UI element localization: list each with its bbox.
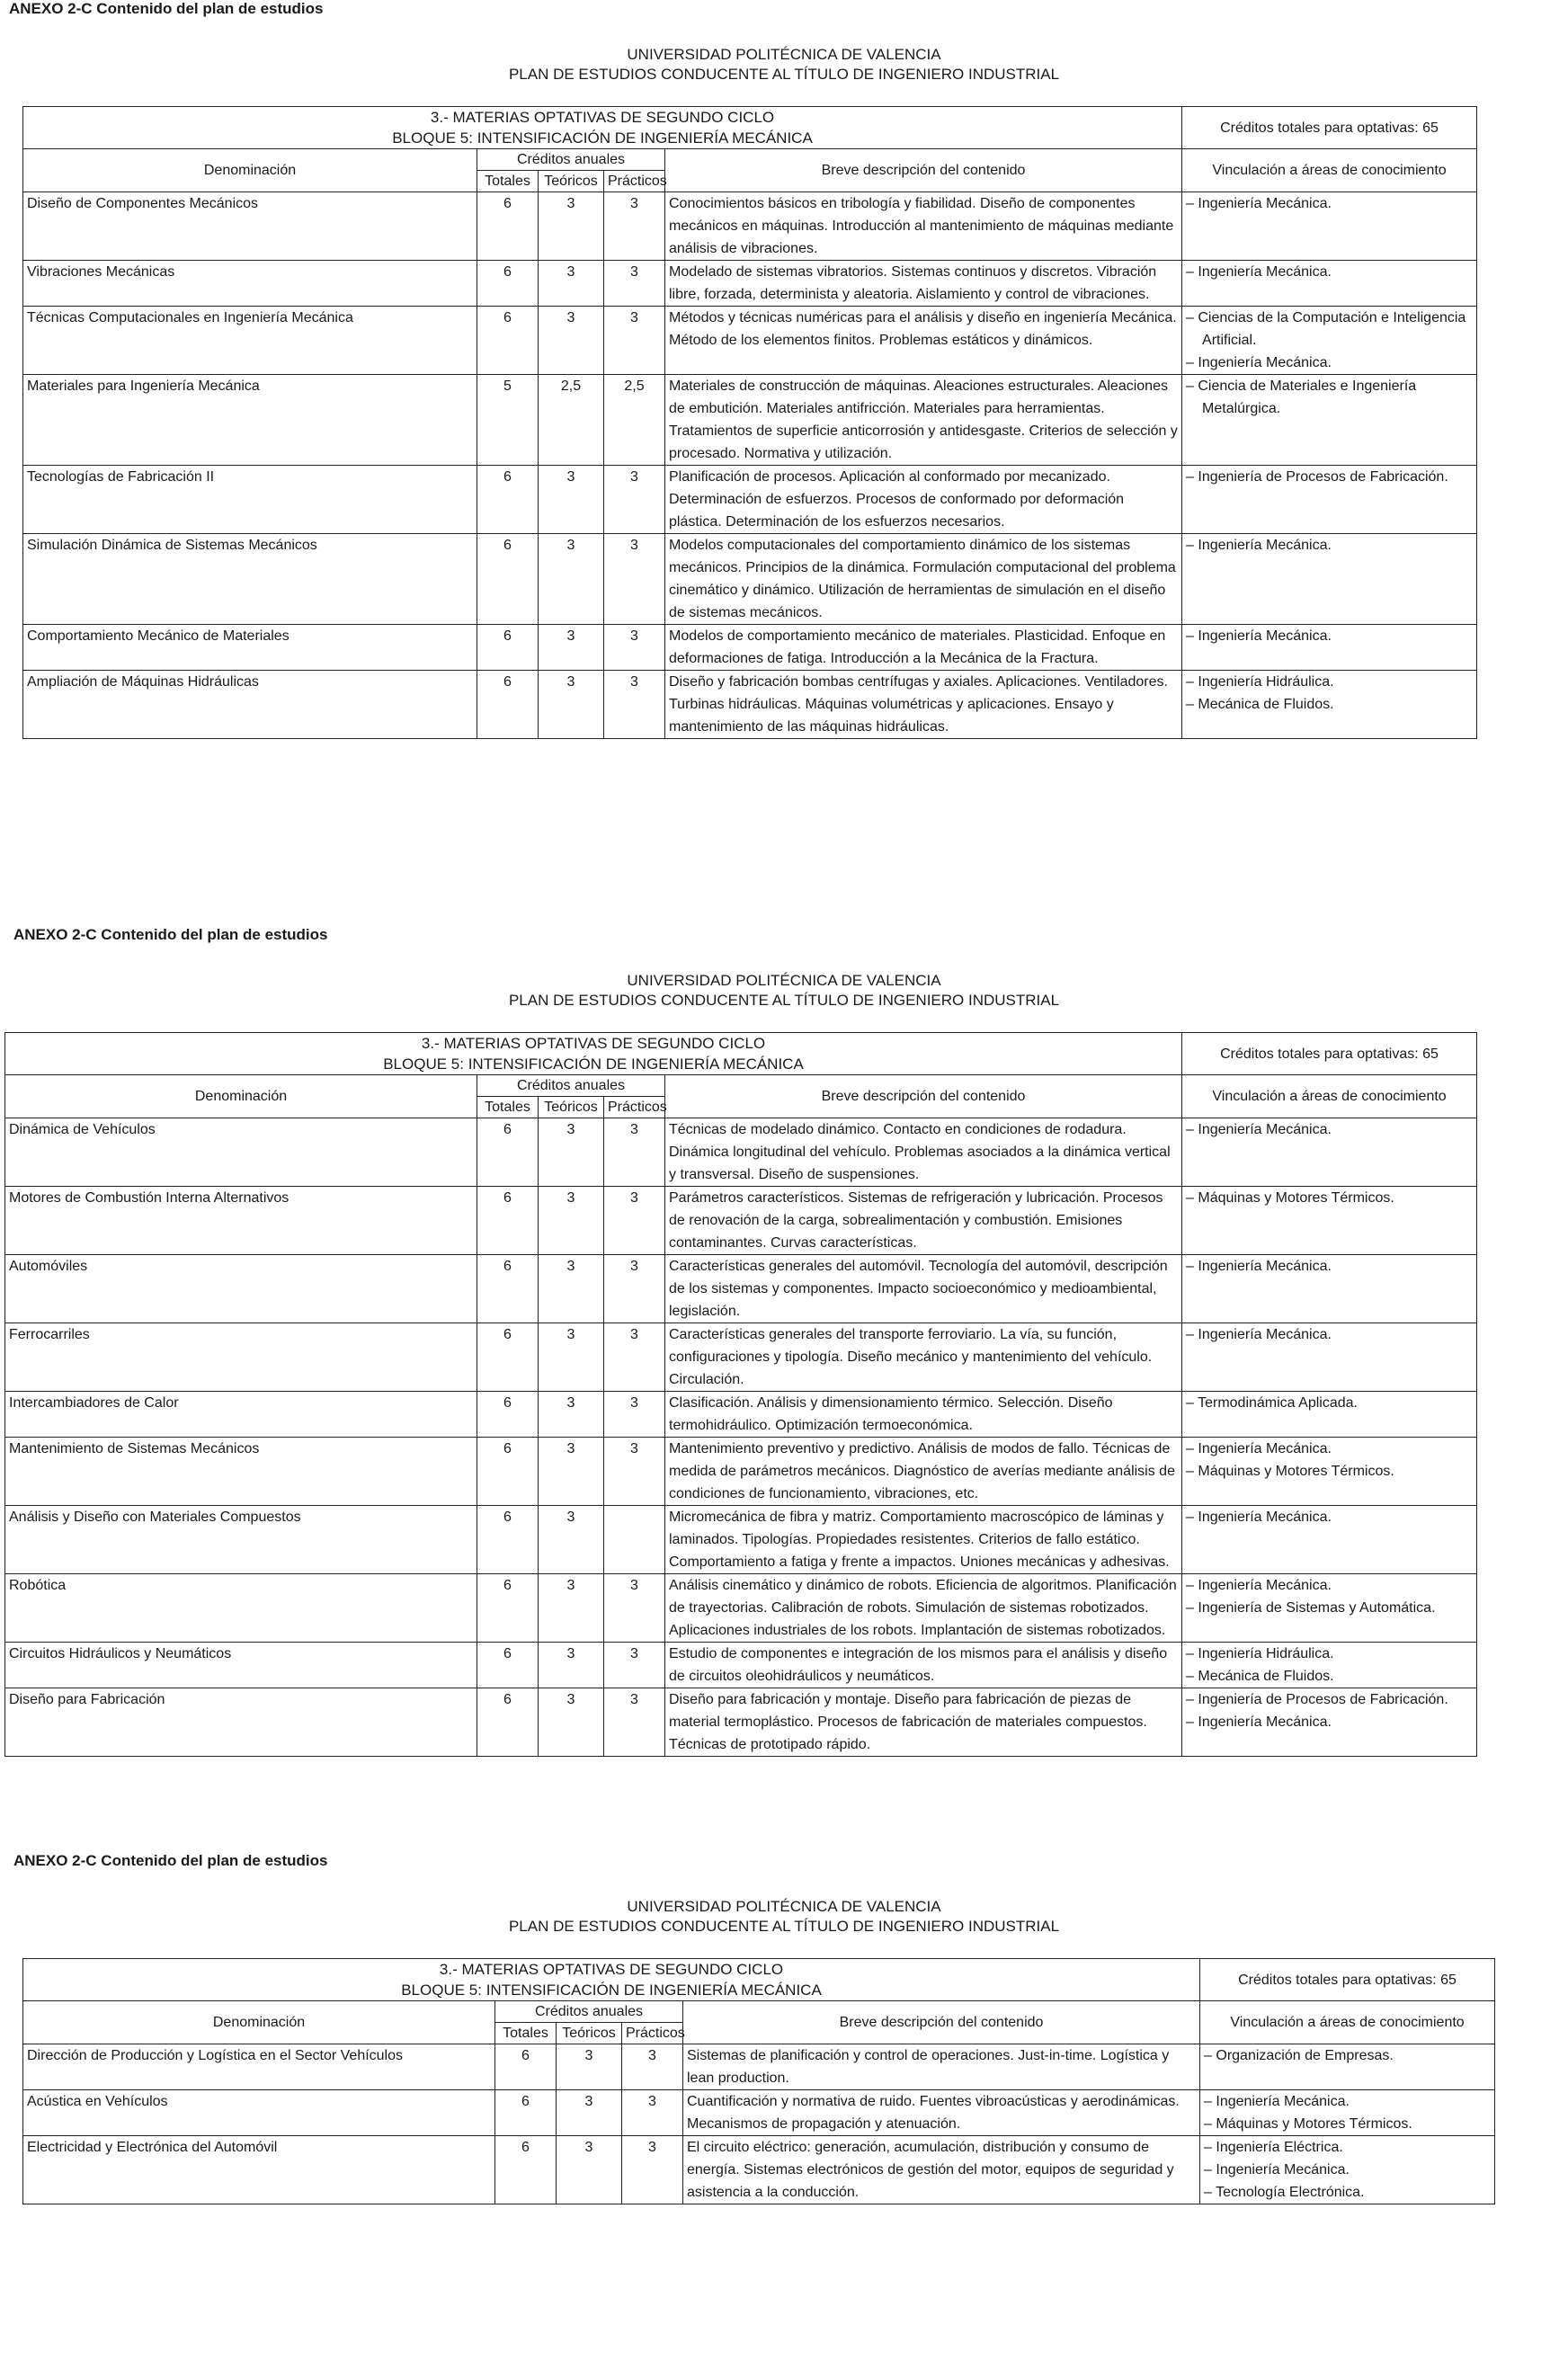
credits-total: 6 <box>477 1323 539 1392</box>
col-header-areas: Vinculación a áreas de conocimiento <box>1182 1075 1477 1118</box>
col-header-theory: Teóricos <box>539 1097 604 1118</box>
knowledge-area-list <box>1186 534 1473 557</box>
table-row <box>5 1688 1477 1757</box>
credits-theory: 3 <box>539 1574 604 1643</box>
credits-total: 6 <box>477 192 539 261</box>
credits-theory: 3 <box>539 1255 604 1323</box>
plan-title: PLAN DE ESTUDIOS CONDUCENTE AL TÍTULO DE INGENIERO INDUSTRIAL <box>508 1918 1060 1935</box>
credits-total: 6 <box>495 2090 557 2136</box>
table-row <box>5 1438 1477 1506</box>
subjects-table <box>22 1958 1495 2204</box>
subject-group-title: 3.- MATERIAS OPTATIVAS DE SEGUNDO CICLO <box>421 1035 766 1052</box>
subject-name: Dirección de Producción y Logística en el Sector Vehículos <box>23 2044 495 2090</box>
credits-practice: 3 <box>604 261 665 307</box>
total-credits-label: Créditos totales para optativas: 65 <box>1182 107 1477 149</box>
subject-name: Comportamiento Mecánico de Materiales <box>23 625 477 671</box>
credits-theory: 3 <box>539 534 604 625</box>
col-header-description: Breve descripción del contenido <box>665 1075 1182 1118</box>
knowledge-area: – Ingeniería Mecánica. <box>1186 1711 1473 1733</box>
table-row <box>23 375 1477 466</box>
knowledge-area-list <box>1186 192 1473 215</box>
subjects-table <box>4 1032 1477 1757</box>
credits-practice: 3 <box>604 1438 665 1506</box>
knowledge-area-list <box>1204 2044 1491 2067</box>
total-credits-label: Créditos totales para optativas: 65 <box>1182 1033 1477 1075</box>
credits-practice: 3 <box>622 2090 683 2136</box>
credits-theory: 3 <box>539 1688 604 1757</box>
knowledge-area-list <box>1186 1643 1473 1688</box>
col-header-name: Denominación <box>23 149 477 192</box>
credits-total: 6 <box>477 466 539 534</box>
knowledge-area: – Ingeniería Eléctrica. <box>1204 2136 1491 2159</box>
credits-practice: 3 <box>622 2136 683 2204</box>
col-header-description: Breve descripción del contenido <box>683 2001 1200 2044</box>
knowledge-areas <box>1182 1643 1477 1688</box>
annex-heading: ANEXO 2-C Contenido del plan de estudios <box>13 926 328 943</box>
knowledge-areas <box>1182 466 1477 534</box>
credits-theory: 3 <box>539 192 604 261</box>
subject-description: Diseño y fabricación bombas centrífugas y axiales. Aplicaciones. Ventiladores. Turbinas hidráulicas. Máquinas volumétricas y aplicaciones. Ensayo y mantenimiento de las máquinas hidráulicas. <box>665 671 1182 739</box>
knowledge-areas <box>1182 625 1477 671</box>
knowledge-area-list <box>1186 1438 1473 1483</box>
knowledge-areas <box>1182 1255 1477 1323</box>
credits-total: 6 <box>477 625 539 671</box>
col-header-practice: Prácticos <box>604 1097 665 1118</box>
credits-total: 6 <box>477 261 539 307</box>
knowledge-area: – Ingeniería Mecánica. <box>1186 1438 1473 1460</box>
table-row <box>5 1643 1477 1688</box>
knowledge-areas <box>1200 2090 1495 2136</box>
knowledge-area: – Máquinas y Motores Térmicos. <box>1186 1460 1473 1483</box>
table-row <box>23 2090 1495 2136</box>
plan-title: PLAN DE ESTUDIOS CONDUCENTE AL TÍTULO DE INGENIERO INDUSTRIAL <box>508 66 1060 83</box>
knowledge-area: – Ingeniería Mecánica. <box>1186 534 1473 557</box>
knowledge-area: – Máquinas y Motores Térmicos. <box>1204 2113 1491 2135</box>
col-header-total: Totales <box>495 2023 557 2044</box>
knowledge-area-list <box>1204 2090 1491 2135</box>
credits-theory: 2,5 <box>539 375 604 466</box>
knowledge-area: – Ingeniería de Procesos de Fabricación. <box>1186 466 1473 488</box>
knowledge-area-list <box>1186 261 1473 283</box>
knowledge-areas <box>1182 1323 1477 1392</box>
subject-name: Diseño de Componentes Mecánicos <box>23 192 477 261</box>
block-title: BLOQUE 5: INTENSIFICACIÓN DE INGENIERÍA MECÁNICA <box>392 129 813 147</box>
table-row <box>5 1255 1477 1323</box>
annex-heading: ANEXO 2-C Contenido del plan de estudios <box>9 0 324 17</box>
knowledge-area-list <box>1186 1187 1473 1209</box>
credits-total: 6 <box>477 1118 539 1187</box>
credits-practice: 3 <box>604 1688 665 1757</box>
credits-practice: 3 <box>604 671 665 739</box>
table-row <box>23 261 1477 307</box>
subject-description: Características generales del automóvil. Tecnología del automóvil, descripción de los sistemas y componentes. Impacto socioeconómico y medioambiental, legislación. <box>665 1255 1182 1323</box>
knowledge-area: – Ingeniería Mecánica. <box>1186 1118 1473 1141</box>
subject-name: Vibraciones Mecánicas <box>23 261 477 307</box>
table-row <box>5 1574 1477 1643</box>
subject-name: Dinámica de Vehículos <box>5 1118 477 1187</box>
knowledge-areas <box>1182 1392 1477 1438</box>
subject-description: Modelos de comportamiento mecánico de materiales. Plasticidad. Enfoque en deformaciones de fatiga. Introducción a la Mecánica de la Fractura. <box>665 625 1182 671</box>
subject-name: Motores de Combustión Interna Alternativos <box>5 1187 477 1255</box>
table-row <box>5 1323 1477 1392</box>
subject-description: Sistemas de planificación y control de operaciones. Just-in-time. Logística y lean production. <box>683 2044 1200 2090</box>
university-name: UNIVERSIDAD POLITÉCNICA DE VALENCIA <box>627 972 941 989</box>
knowledge-areas <box>1182 307 1477 375</box>
table-row <box>23 625 1477 671</box>
knowledge-area: – Ingeniería de Sistemas y Automática. <box>1186 1597 1473 1619</box>
credits-theory: 3 <box>557 2136 622 2204</box>
subject-name: Intercambiadores de Calor <box>5 1392 477 1438</box>
credits-total: 6 <box>477 1643 539 1688</box>
credits-total: 6 <box>495 2044 557 2090</box>
credits-theory: 3 <box>557 2090 622 2136</box>
knowledge-area: – Mecánica de Fluidos. <box>1186 693 1473 716</box>
credits-practice: 3 <box>604 1187 665 1255</box>
credits-theory: 3 <box>539 261 604 307</box>
credits-practice: 3 <box>604 1392 665 1438</box>
subject-name: Ampliación de Máquinas Hidráulicas <box>23 671 477 739</box>
knowledge-area: – Ingeniería Mecánica. <box>1186 352 1473 374</box>
subject-name: Mantenimiento de Sistemas Mecánicos <box>5 1438 477 1506</box>
knowledge-area: – Ingeniería Mecánica. <box>1186 1323 1473 1346</box>
knowledge-area: – Ciencia de Materiales e Ingeniería Metalúrgica. <box>1186 375 1473 420</box>
col-header-theory: Teóricos <box>539 171 604 192</box>
knowledge-area-list <box>1186 307 1473 374</box>
table-row <box>5 1392 1477 1438</box>
document-header <box>0 1897 1568 1937</box>
credits-theory: 3 <box>539 671 604 739</box>
subject-group-title: 3.- MATERIAS OPTATIVAS DE SEGUNDO CICLO <box>439 1961 784 1978</box>
subject-description: Cuantificación y normativa de ruido. Fuentes vibroacústicas y aerodinámicas. Mecanismos de propagación y atenuación. <box>683 2090 1200 2136</box>
knowledge-area: – Máquinas y Motores Térmicos. <box>1186 1187 1473 1209</box>
total-credits-label: Créditos totales para optativas: 65 <box>1200 1959 1495 2001</box>
col-header-total: Totales <box>477 1097 539 1118</box>
knowledge-area-list <box>1186 625 1473 647</box>
knowledge-area: – Termodinámica Aplicada. <box>1186 1392 1473 1414</box>
credits-total: 6 <box>477 671 539 739</box>
knowledge-areas <box>1200 2044 1495 2090</box>
col-header-areas: Vinculación a áreas de conocimiento <box>1200 2001 1495 2044</box>
credits-total: 6 <box>477 1187 539 1255</box>
subject-description: Estudio de componentes e integración de los mismos para el análisis y diseño de circuitos oleohidráulicos y neumáticos. <box>665 1643 1182 1688</box>
knowledge-areas <box>1182 1688 1477 1757</box>
col-header-name: Denominación <box>23 2001 495 2044</box>
knowledge-areas <box>1182 1574 1477 1643</box>
knowledge-area: – Ingeniería Mecánica. <box>1204 2090 1491 2113</box>
col-header-credits: Créditos anuales <box>477 1075 665 1097</box>
subject-group-title: 3.- MATERIAS OPTATIVAS DE SEGUNDO CICLO <box>430 109 775 126</box>
knowledge-areas <box>1200 2136 1495 2204</box>
credits-total: 6 <box>477 534 539 625</box>
knowledge-area: – Ingeniería Mecánica. <box>1186 1574 1473 1597</box>
document-header <box>0 971 1568 1011</box>
subject-name: Acústica en Vehículos <box>23 2090 495 2136</box>
col-header-name: Denominación <box>5 1075 477 1118</box>
col-header-practice: Prácticos <box>604 171 665 192</box>
credits-total: 5 <box>477 375 539 466</box>
col-header-areas: Vinculación a áreas de conocimiento <box>1182 149 1477 192</box>
credits-theory: 3 <box>539 307 604 375</box>
credits-theory: 3 <box>539 1643 604 1688</box>
credits-total: 6 <box>495 2136 557 2204</box>
credits-theory: 3 <box>539 625 604 671</box>
subject-description: Modelos computacionales del comportamiento dinámico de los sistemas mecánicos. Principios de la dinámica. Formulación computacional del problema cinemático y dinámico. Utilización de herramientas de simulación en el diseño de sistemas mecánicos. <box>665 534 1182 625</box>
knowledge-area: – Ingeniería Hidráulica. <box>1186 671 1473 693</box>
knowledge-areas <box>1182 261 1477 307</box>
knowledge-area: – Organización de Empresas. <box>1204 2044 1491 2067</box>
knowledge-area-list <box>1186 1255 1473 1278</box>
knowledge-area: – Ingeniería Mecánica. <box>1204 2159 1491 2181</box>
credits-theory: 3 <box>539 1187 604 1255</box>
knowledge-areas <box>1182 1118 1477 1187</box>
credits-total: 6 <box>477 1506 539 1574</box>
credits-practice: 3 <box>604 534 665 625</box>
credits-total: 6 <box>477 1574 539 1643</box>
col-header-total: Totales <box>477 171 539 192</box>
table-row <box>5 1506 1477 1574</box>
knowledge-area-list <box>1186 466 1473 488</box>
col-header-description: Breve descripción del contenido <box>665 149 1182 192</box>
knowledge-area: – Ingeniería Mecánica. <box>1186 192 1473 215</box>
subject-name: Robótica <box>5 1574 477 1643</box>
table-row <box>23 192 1477 261</box>
table-row <box>23 534 1477 625</box>
credits-theory: 3 <box>539 1392 604 1438</box>
knowledge-areas <box>1182 534 1477 625</box>
credits-practice: 3 <box>604 1255 665 1323</box>
knowledge-area-list <box>1186 1392 1473 1414</box>
knowledge-area-list <box>1204 2136 1491 2204</box>
table-title-cell <box>23 1959 1200 2001</box>
knowledge-area-list <box>1186 1574 1473 1619</box>
subjects-table <box>22 106 1477 739</box>
subject-description: Modelado de sistemas vibratorios. Sistemas continuos y discretos. Vibración libre, forzada, determinista y aleatoria. Aislamiento y control de vibraciones. <box>665 261 1182 307</box>
table-row <box>23 2044 1495 2090</box>
table-title-cell <box>23 107 1182 149</box>
subject-description: Micromecánica de fibra y matriz. Comportamiento macroscópico de láminas y laminados. Tipologías. Propiedades resistentes. Criterios de fallo estático. Comportamiento a fatiga y frente a impactos. Uniones mecánicas y adhesivas. <box>665 1506 1182 1574</box>
knowledge-area: – Ingeniería de Procesos de Fabricación. <box>1186 1688 1473 1711</box>
subject-name: Circuitos Hidráulicos y Neumáticos <box>5 1643 477 1688</box>
col-header-credits: Créditos anuales <box>477 149 665 171</box>
plan-title: PLAN DE ESTUDIOS CONDUCENTE AL TÍTULO DE INGENIERO INDUSTRIAL <box>508 992 1060 1009</box>
document-header <box>0 45 1568 85</box>
credits-practice: 3 <box>604 1323 665 1392</box>
credits-practice: 3 <box>604 1574 665 1643</box>
subject-description: Conocimientos básicos en tribología y fiabilidad. Diseño de componentes mecánicos en máquinas. Introducción al mantenimiento de máquinas mediante análisis de vibraciones. <box>665 192 1182 261</box>
credits-practice: 3 <box>604 192 665 261</box>
subject-description: Técnicas de modelado dinámico. Contacto en condiciones de rodadura. Dinámica longitudinal del vehículo. Problemas asociados a la dinámica vertical y transversal. Diseño de suspensiones. <box>665 1118 1182 1187</box>
subject-name: Tecnologías de Fabricación II <box>23 466 477 534</box>
annex-heading: ANEXO 2-C Contenido del plan de estudios <box>13 1852 328 1869</box>
subject-name: Automóviles <box>5 1255 477 1323</box>
knowledge-area: – Ingeniería Mecánica. <box>1186 1506 1473 1528</box>
knowledge-area-list <box>1186 1118 1473 1141</box>
col-header-credits: Créditos anuales <box>495 2001 683 2023</box>
knowledge-area-list <box>1186 671 1473 716</box>
knowledge-area: – Ciencias de la Computación e Inteligencia Artificial. <box>1186 307 1473 352</box>
knowledge-area-list <box>1186 1688 1473 1733</box>
knowledge-area: – Ingeniería Mecánica. <box>1186 625 1473 647</box>
subject-description: El circuito eléctrico: generación, acumulación, distribución y consumo de energía. Sistemas electrónicos de gestión del motor, equipos de seguridad y asistencia a la conducción. <box>683 2136 1200 2204</box>
credits-total: 6 <box>477 307 539 375</box>
credits-practice: 2,5 <box>604 375 665 466</box>
credits-theory: 3 <box>539 1506 604 1574</box>
subject-description: Características generales del transporte ferroviario. La vía, su función, configuraciones y tipología. Diseño mecánico y mantenimiento del vehículo. Circulación. <box>665 1323 1182 1392</box>
credits-practice: 3 <box>604 307 665 375</box>
knowledge-areas <box>1182 1438 1477 1506</box>
credits-theory: 3 <box>539 466 604 534</box>
table-row <box>5 1118 1477 1187</box>
credits-practice <box>604 1506 665 1574</box>
table-row <box>23 466 1477 534</box>
table-row <box>23 671 1477 739</box>
subject-name: Análisis y Diseño con Materiales Compuestos <box>5 1506 477 1574</box>
knowledge-areas <box>1182 375 1477 466</box>
university-name: UNIVERSIDAD POLITÉCNICA DE VALENCIA <box>627 46 941 63</box>
knowledge-area-list <box>1186 375 1473 420</box>
knowledge-area: – Tecnología Electrónica. <box>1204 2181 1491 2204</box>
subject-description: Clasificación. Análisis y dimensionamiento térmico. Selección. Diseño termohidráulico. Optimización termoeconómica. <box>665 1392 1182 1438</box>
knowledge-area-list <box>1186 1506 1473 1528</box>
knowledge-area-list <box>1186 1323 1473 1346</box>
col-header-practice: Prácticos <box>622 2023 683 2044</box>
credits-practice: 3 <box>604 625 665 671</box>
knowledge-areas <box>1182 1187 1477 1255</box>
subject-description: Planificación de procesos. Aplicación al conformado por mecanizado. Determinación de esfuerzos. Procesos de conformado por deformación plástica. Determinación de los esfuerzos necesarios. <box>665 466 1182 534</box>
subject-name: Técnicas Computacionales en Ingeniería Mecánica <box>23 307 477 375</box>
table-row <box>5 1187 1477 1255</box>
subject-description: Análisis cinemático y dinámico de robots. Eficiencia de algoritmos. Planificación de trayectorias. Calibración de robots. Simulación de sistemas robotizados. Aplicaciones industriales de los robots. Implantación de sistemas robotizados. <box>665 1574 1182 1643</box>
credits-practice: 3 <box>604 466 665 534</box>
knowledge-area: – Ingeniería Hidráulica. <box>1186 1643 1473 1665</box>
credits-practice: 3 <box>622 2044 683 2090</box>
subject-description: Mantenimiento preventivo y predictivo. Análisis de modos de fallo. Técnicas de medida de parámetros mecánicos. Diagnóstico de averías mediante análisis de condiciones de funcionamiento, vibraciones, etc. <box>665 1438 1182 1506</box>
block-title: BLOQUE 5: INTENSIFICACIÓN DE INGENIERÍA MECÁNICA <box>383 1055 804 1073</box>
knowledge-area: – Ingeniería Mecánica. <box>1186 1255 1473 1278</box>
subject-description: Diseño para fabricación y montaje. Diseño para fabricación de piezas de material termoplástico. Procesos de fabricación de materiales compuestos. Técnicas de prototipado rápido. <box>665 1688 1182 1757</box>
subject-name: Materiales para Ingeniería Mecánica <box>23 375 477 466</box>
knowledge-area: – Mecánica de Fluidos. <box>1186 1665 1473 1688</box>
credits-theory: 3 <box>539 1118 604 1187</box>
credits-total: 6 <box>477 1255 539 1323</box>
col-header-theory: Teóricos <box>557 2023 622 2044</box>
subject-name: Electricidad y Electrónica del Automóvil <box>23 2136 495 2204</box>
subject-name: Simulación Dinámica de Sistemas Mecánicos <box>23 534 477 625</box>
knowledge-areas <box>1182 1506 1477 1574</box>
credits-theory: 3 <box>539 1323 604 1392</box>
credits-practice: 3 <box>604 1643 665 1688</box>
credits-theory: 3 <box>557 2044 622 2090</box>
knowledge-areas <box>1182 671 1477 739</box>
credits-theory: 3 <box>539 1438 604 1506</box>
credits-practice: 3 <box>604 1118 665 1187</box>
credits-total: 6 <box>477 1392 539 1438</box>
table-row <box>23 2136 1495 2204</box>
university-name: UNIVERSIDAD POLITÉCNICA DE VALENCIA <box>627 1898 941 1915</box>
subject-description: Materiales de construcción de máquinas. Aleaciones estructurales. Aleaciones de embutición. Materiales antifricción. Materiales para herramientas. Tratamientos de superficie anticorrosión y antidesgaste. Criterios de selección y procesado. Normativa y utilización. <box>665 375 1182 466</box>
subject-description: Parámetros característicos. Sistemas de refrigeración y lubricación. Procesos de renovación de la carga, sobrealimentación y combustión. Emisiones contaminantes. Curvas características. <box>665 1187 1182 1255</box>
knowledge-areas <box>1182 192 1477 261</box>
credits-total: 6 <box>477 1688 539 1757</box>
knowledge-area: – Ingeniería Mecánica. <box>1186 261 1473 283</box>
subject-name: Ferrocarriles <box>5 1323 477 1392</box>
block-title: BLOQUE 5: INTENSIFICACIÓN DE INGENIERÍA MECÁNICA <box>401 1982 822 1999</box>
subject-name: Diseño para Fabricación <box>5 1688 477 1757</box>
credits-total: 6 <box>477 1438 539 1506</box>
table-title-cell <box>5 1033 1182 1075</box>
subject-description: Métodos y técnicas numéricas para el análisis y diseño en ingeniería Mecánica. Método de los elementos finitos. Problemas estáticos y dinámicos. <box>665 307 1182 375</box>
table-row <box>23 307 1477 375</box>
